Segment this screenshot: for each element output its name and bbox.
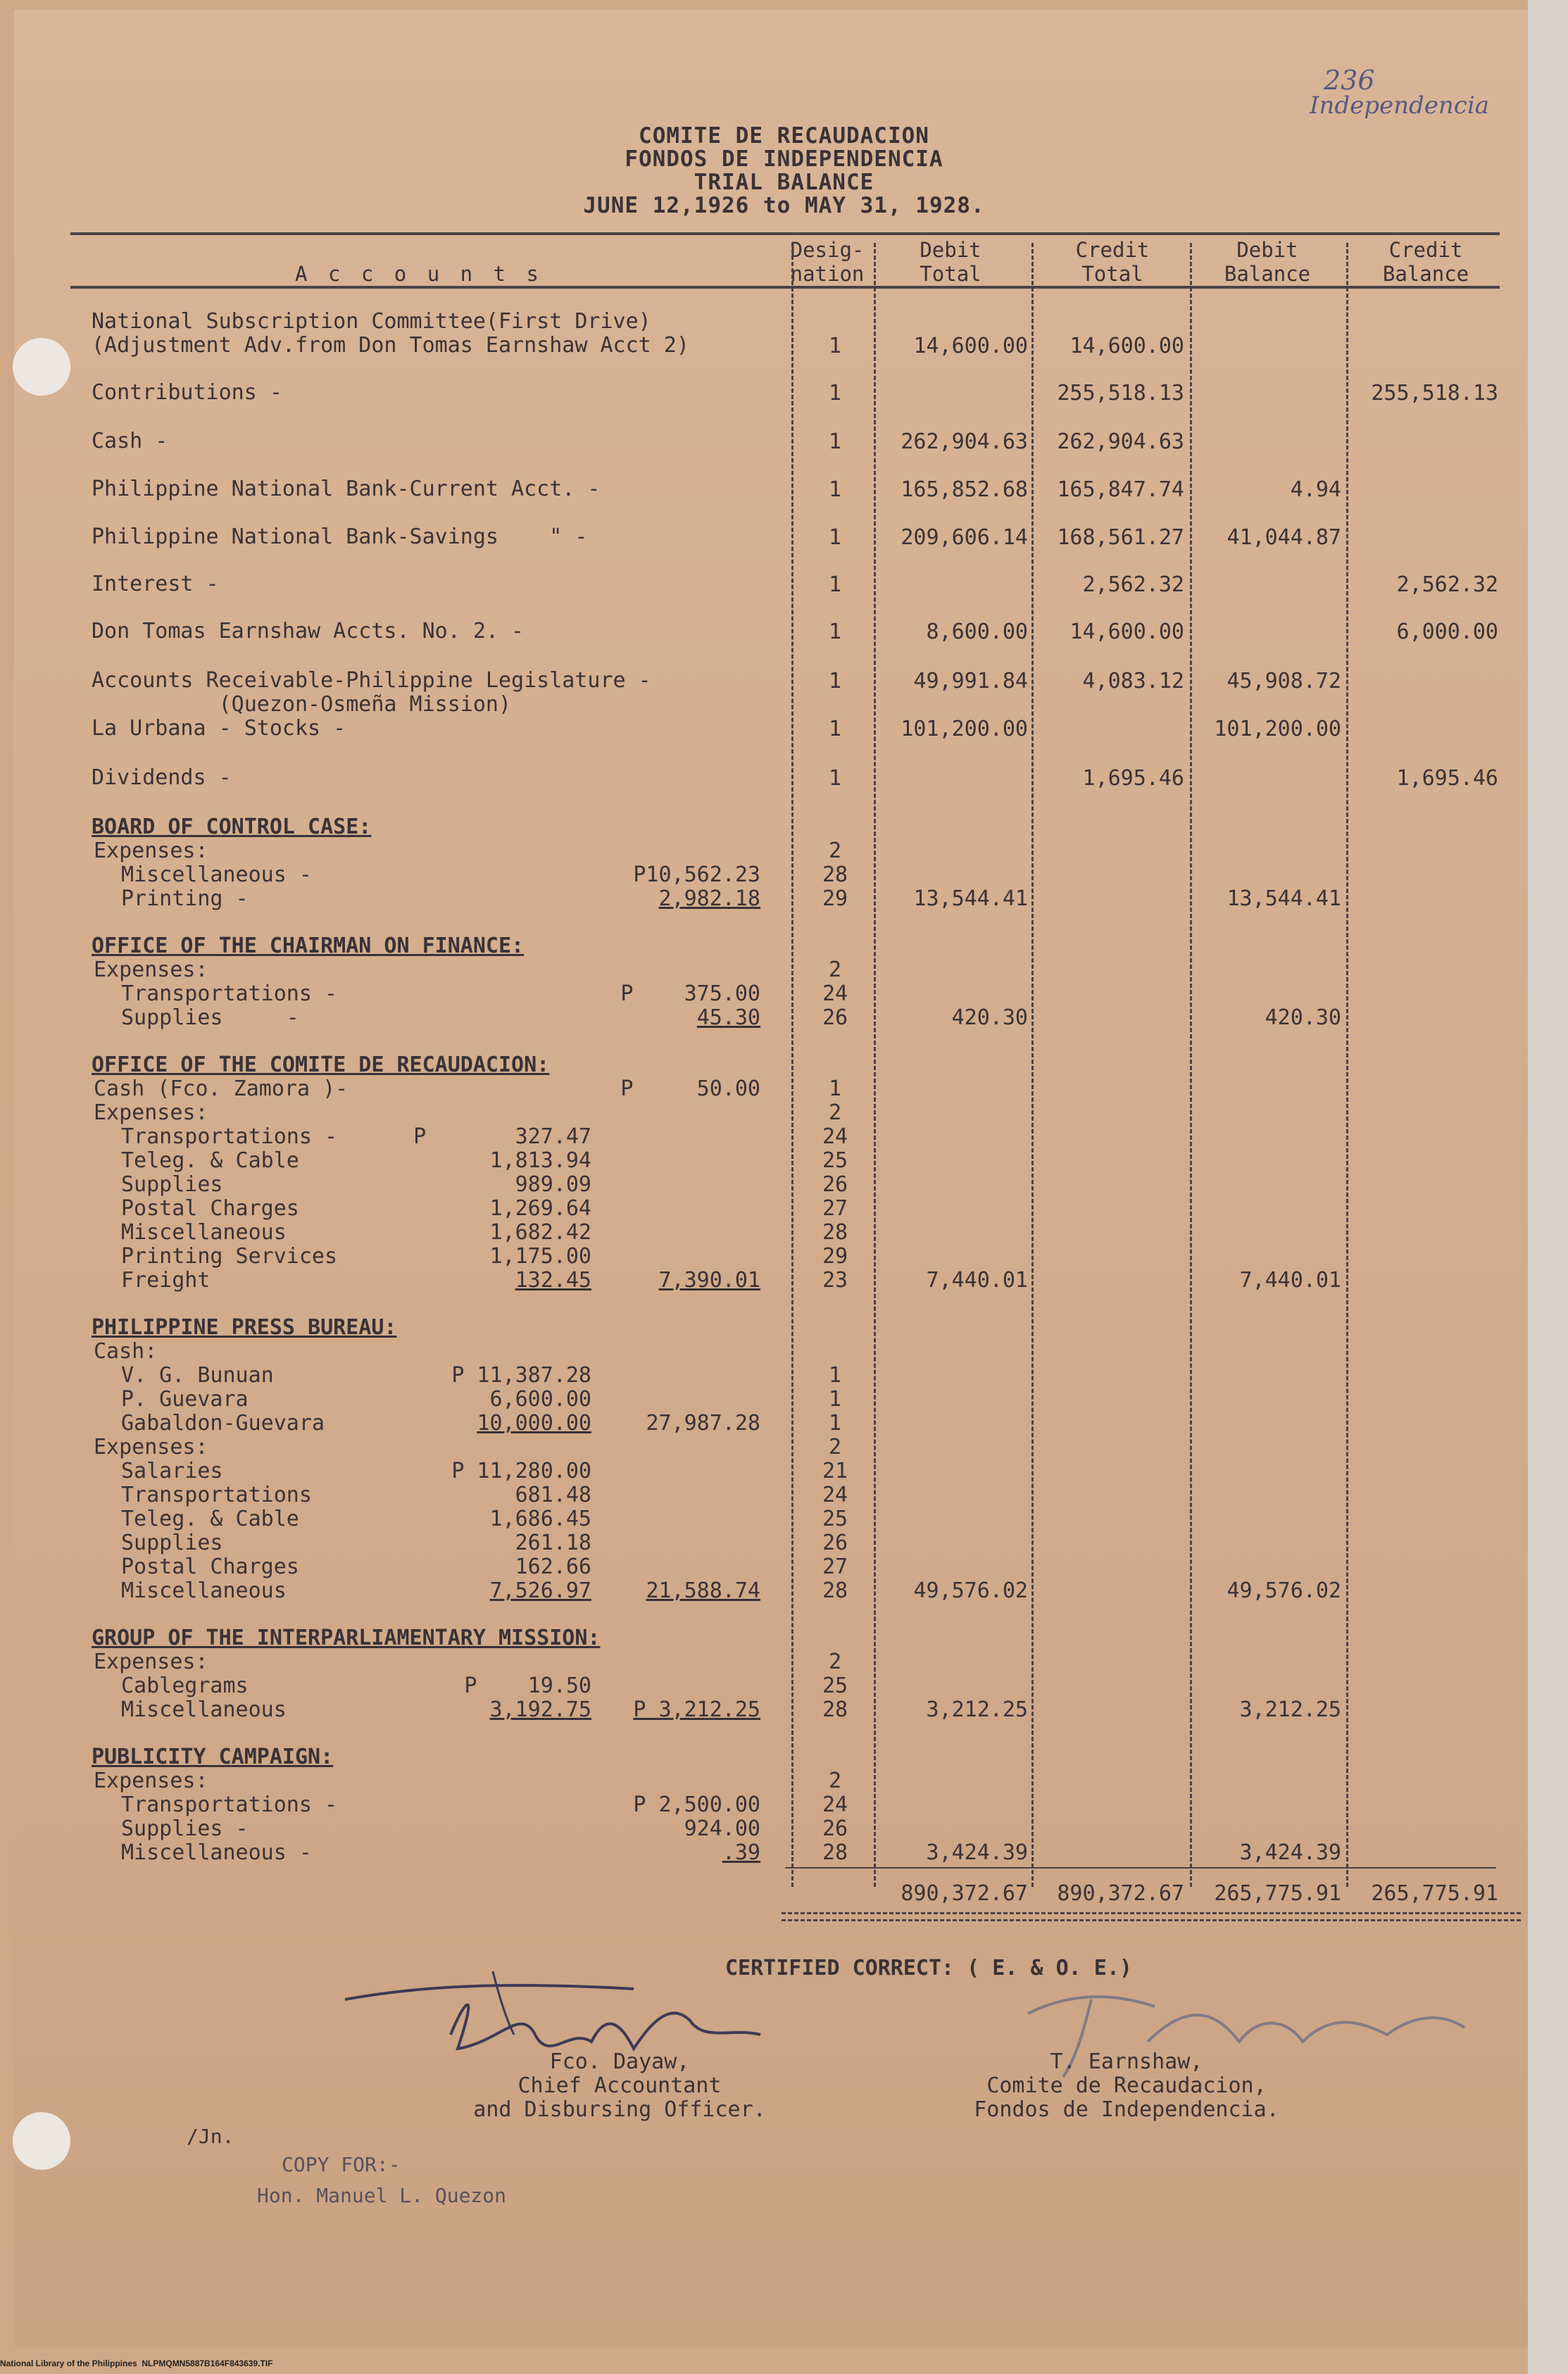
credit-balance-cell: 1,695.46 — [1396, 766, 1498, 791]
credit-total-cell: 2,562.32 — [1082, 572, 1184, 597]
copy-for-label: COPY FOR:- — [282, 2153, 401, 2176]
designation-cell: 23 — [822, 1268, 848, 1293]
header-rule-bottom — [70, 286, 1500, 289]
expense-item-label: Miscellaneous - — [121, 862, 312, 887]
account-label: Philippine National Bank-Current Acct. - — [92, 477, 601, 501]
expense-item-amount: 45.30 — [696, 1005, 760, 1030]
scan-background — [1528, 0, 1568, 2374]
designation-cell: 24 — [822, 1124, 848, 1149]
column-separator — [791, 243, 794, 1887]
col-credit-balance-header: Credit Balance — [1382, 238, 1469, 286]
cash-item-amount: P 11,387.28 — [451, 1363, 591, 1388]
cash-item-label: P. Guevara — [121, 1387, 249, 1412]
designation-cell: 1 — [828, 429, 842, 454]
designation-cell: 26 — [822, 1005, 848, 1030]
expense-item-amount: 681.48 — [515, 1483, 591, 1507]
account-label: Philippine National Bank-Savings " - — [92, 525, 588, 549]
expenses-label: Expenses: — [94, 1769, 208, 1793]
expense-item-label: Postal Charges — [121, 1555, 299, 1579]
expense-item-amount: P 11,280.00 — [451, 1459, 591, 1483]
section-subtotal: P 3,212.25 — [633, 1697, 760, 1722]
designation-cell: 28 — [822, 1697, 848, 1722]
expense-item-label: Miscellaneous — [121, 1578, 287, 1603]
cash-label: Cash (Fco. Zamora )- — [94, 1076, 349, 1101]
expense-item-amount: 7,526.97 — [489, 1578, 591, 1603]
expense-item-label: Supplies — [121, 1172, 223, 1197]
column-separator — [1346, 243, 1348, 1887]
signatory-title: and Disbursing Officer. — [473, 2097, 766, 2122]
cash-item-label: Gabaldon-Guevara — [121, 1411, 325, 1436]
signatory-title: Comite de Recaudacion, — [986, 2073, 1267, 2098]
expense-item-label: Transportations - — [121, 981, 338, 1006]
section-title-chairman: OFFICE OF THE CHAIRMAN ON FINANCE: — [92, 934, 525, 958]
expense-item-label: Supplies - — [121, 1005, 299, 1030]
credit-total-cell: 14,600.00 — [1070, 334, 1184, 358]
debit-balance-cell: 3,424.39 — [1239, 1840, 1341, 1865]
designation-cell: 29 — [822, 886, 848, 911]
expense-item-amount: 132.45 — [515, 1268, 591, 1293]
handwritten-note: Independencia — [1310, 92, 1489, 120]
expense-item-amount: 261.18 — [515, 1531, 591, 1555]
header-rule-top — [70, 232, 1500, 235]
debit-balance-cell: 49,576.02 — [1227, 1578, 1341, 1603]
designation-cell: 26 — [822, 1172, 848, 1197]
debit-balance-cell: 7,440.01 — [1239, 1268, 1341, 1293]
debit-balance-cell: 45,908.72 — [1227, 669, 1341, 693]
header-line-4: JUNE 12,1926 to MAY 31, 1928. — [583, 193, 985, 218]
credit-total-cell: 255,518.13 — [1057, 381, 1184, 406]
designation-cell: 28 — [822, 1220, 848, 1245]
signatory-title: Fondos de Independencia. — [974, 2097, 1279, 2122]
designation-cell: 28 — [822, 862, 848, 887]
account-label: La Urbana - Stocks - — [92, 716, 346, 741]
debit-total-cell: 3,212.25 — [926, 1697, 1028, 1722]
debit-balance-cell: 420.30 — [1265, 1005, 1341, 1030]
expense-item-amount: P 327.47 — [413, 1124, 591, 1149]
column-separator — [1190, 243, 1192, 1887]
expenses-label: Expenses: — [94, 839, 208, 863]
designation-cell: 21 — [822, 1459, 848, 1483]
expense-item-label: Supplies — [121, 1531, 223, 1555]
account-label: Interest - — [92, 572, 219, 596]
double-rule — [782, 1919, 1521, 1921]
cash-subtotal: 27,987.28 — [646, 1411, 760, 1436]
credit-balance-cell: 6,000.00 — [1396, 620, 1498, 644]
designation-cell: 1 — [828, 477, 842, 502]
section-subtotal: 7,390.01 — [658, 1268, 760, 1293]
designation-cell: 27 — [822, 1196, 848, 1221]
designation-cell: 1 — [828, 334, 842, 358]
debit-balance-cell: 41,044.87 — [1227, 525, 1341, 550]
account-label: Dividends - — [92, 765, 232, 790]
designation-cell: 24 — [822, 1483, 848, 1507]
double-rule — [782, 1912, 1521, 1914]
designation-cell: 1 — [828, 766, 842, 791]
debit-balance-cell: 3,212.25 — [1239, 1697, 1341, 1722]
credit-balance-cell: 255,518.13 — [1371, 381, 1498, 406]
designation-cell: 1 — [828, 525, 842, 550]
expense-item-label: Salaries — [121, 1459, 223, 1483]
designation-cell: 25 — [822, 1148, 848, 1173]
designation-cell: 27 — [822, 1555, 848, 1579]
expense-item-amount: P 2,500.00 — [633, 1792, 760, 1817]
expense-item-label: Teleg. & Cable — [121, 1507, 299, 1531]
col-debit-balance-header: Debit Balance — [1224, 238, 1311, 286]
designation-cell: 2 — [828, 1435, 842, 1459]
designation-cell: 1 — [828, 1076, 842, 1101]
section-title-press: PHILIPPINE PRESS BUREAU: — [92, 1315, 397, 1340]
designation-cell: 2 — [828, 1769, 842, 1793]
debit-total-cell: 13,544.41 — [913, 886, 1028, 911]
account-label: Don Tomas Earnshaw Accts. No. 2. - — [92, 619, 525, 643]
expense-item-label: Miscellaneous — [121, 1220, 287, 1245]
expense-item-amount: 162.66 — [515, 1555, 591, 1579]
account-label: Contributions - — [92, 380, 282, 405]
cash-amount: P 50.00 — [620, 1076, 760, 1101]
designation-cell: 24 — [822, 1792, 848, 1817]
expense-item-label: Printing - — [121, 886, 249, 911]
designation-cell: 2 — [828, 1650, 842, 1674]
credit-total-cell: 165,847.74 — [1057, 477, 1184, 502]
cash-item-amount: 6,600.00 — [489, 1387, 591, 1412]
section-title-publicity: PUBLICITY CAMPAIGN: — [92, 1745, 334, 1769]
credit-total-cell: 1,695.46 — [1082, 766, 1184, 791]
expense-item-label: Transportations — [121, 1483, 312, 1507]
expense-item-amount: 924.00 — [684, 1816, 760, 1841]
expenses-label: Expenses: — [94, 1650, 208, 1674]
archive-caption: National Library of the Philippines NLPMQMN5887B164F843639.TIF — [0, 2359, 273, 2368]
designation-cell: 1 — [828, 1411, 842, 1436]
section-title-board: BOARD OF CONTROL CASE: — [92, 815, 372, 839]
signatory-left — [437, 2050, 803, 2122]
designation-cell: 28 — [822, 1578, 848, 1603]
expense-item-amount: P10,562.23 — [633, 862, 760, 887]
debit-total-cell: 14,600.00 — [913, 334, 1028, 358]
total-credit-balance: 265,775.91 — [1371, 1881, 1498, 1906]
header-line-1: COMITE DE RECAUDACION — [639, 123, 929, 149]
signatory-name: Fco. Dayaw, — [549, 2049, 690, 2074]
designation-cell: 25 — [822, 1507, 848, 1531]
col-debit-total-header: Debit Total — [920, 238, 981, 286]
expense-item-amount: 1,269.64 — [489, 1196, 591, 1221]
credit-total-cell: 262,904.63 — [1057, 429, 1184, 454]
debit-total-cell: 49,991.84 — [913, 669, 1028, 693]
column-separator — [1031, 243, 1034, 1887]
expense-item-amount: P 19.50 — [464, 1673, 591, 1698]
punch-hole — [13, 338, 70, 396]
col-accounts-header: A c c o u n t s — [295, 262, 543, 286]
expense-item-label: Miscellaneous — [121, 1697, 287, 1722]
expense-item-amount: 989.09 — [515, 1172, 591, 1197]
designation-cell: 1 — [828, 717, 842, 741]
credit-total-cell: 168,561.27 — [1057, 525, 1184, 550]
debit-balance-cell: 13,544.41 — [1227, 886, 1341, 911]
debit-total-cell: 420.30 — [951, 1005, 1028, 1030]
designation-cell: 2 — [828, 1100, 842, 1125]
col-credit-total-header: Credit Total — [1075, 238, 1150, 286]
designation-cell: 1 — [828, 1363, 842, 1388]
certification-text: CERTIFIED CORRECT: ( E. & O. E.) — [725, 1956, 1132, 1980]
expense-item-amount: 1,686.45 — [489, 1507, 591, 1531]
total-debit-total: 890,372.67 — [901, 1881, 1028, 1906]
debit-total-cell: 8,600.00 — [926, 620, 1028, 644]
designation-cell: 2 — [828, 839, 842, 863]
designation-cell: 1 — [828, 1387, 842, 1412]
debit-total-cell: 3,424.39 — [926, 1840, 1028, 1865]
cash-item-label: V. G. Bunuan — [121, 1363, 274, 1388]
section-subtotal: 21,588.74 — [646, 1578, 760, 1603]
designation-cell: 25 — [822, 1673, 848, 1698]
debit-total-cell: 209,606.14 — [901, 525, 1028, 550]
credit-balance-cell: 2,562.32 — [1396, 572, 1498, 597]
expense-item-amount: 1,682.42 — [489, 1220, 591, 1245]
col-designation-header: Desig- nation — [790, 238, 865, 286]
designation-cell: 28 — [822, 1840, 848, 1865]
handwritten-number: 236 — [1324, 65, 1375, 96]
credit-total-cell: 14,600.00 — [1070, 620, 1184, 644]
column-separator — [874, 243, 876, 1887]
expense-item-amount: P 375.00 — [620, 981, 760, 1006]
debit-balance-cell: 101,200.00 — [1214, 717, 1341, 741]
account-label: National Subscription Committee(First Drive) (Adjustment Adv.from Don Tomas Earnshaw Acct 2) — [92, 309, 689, 358]
expense-item-label: Cablegrams — [121, 1673, 249, 1698]
debit-balance-cell: 4.94 — [1290, 477, 1341, 502]
expense-item-amount: 2,982.18 — [658, 886, 760, 911]
expense-item-label: Freight — [121, 1268, 211, 1293]
debit-total-cell: 262,904.63 — [901, 429, 1028, 454]
designation-cell: 1 — [828, 572, 842, 597]
expense-item-amount: 1,813.94 — [489, 1148, 591, 1173]
account-label: Accounts Receivable-Philippine Legislature - (Quezon-Osmeña Mission) — [92, 668, 651, 717]
account-label: Cash - — [92, 429, 168, 453]
signatory-name: T. Earnshaw, — [1050, 2049, 1203, 2074]
designation-cell: 1 — [828, 381, 842, 406]
expense-item-label: Printing Services — [121, 1244, 338, 1269]
cash-item-amount: 10,000.00 — [477, 1411, 591, 1436]
expense-item-amount: .39 — [722, 1840, 760, 1865]
debit-total-cell: 49,576.02 — [913, 1578, 1028, 1603]
punch-hole — [13, 2112, 70, 2170]
expenses-label: Expenses: — [94, 1435, 208, 1459]
debit-total-cell: 101,200.00 — [901, 717, 1028, 741]
expense-item-label: Postal Charges — [121, 1196, 299, 1221]
totals-rule — [785, 1867, 1496, 1869]
total-credit-total: 890,372.67 — [1057, 1881, 1184, 1906]
expense-item-label: Miscellaneous - — [121, 1840, 312, 1865]
signatory-title: Chief Accountant — [518, 2073, 722, 2098]
debit-total-cell: 165,852.68 — [901, 477, 1028, 502]
section-title-group: GROUP OF THE INTERPARLIAMENTARY MISSION: — [92, 1626, 601, 1650]
expenses-label: Expenses: — [94, 1100, 208, 1125]
designation-cell: 26 — [822, 1531, 848, 1555]
credit-total-cell: 4,083.12 — [1082, 669, 1184, 693]
expenses-label: Expenses: — [94, 957, 208, 982]
cash-label: Cash: — [94, 1339, 158, 1364]
expense-item-label: Transportations - — [121, 1792, 338, 1817]
designation-cell: 1 — [828, 669, 842, 693]
designation-cell: 26 — [822, 1816, 848, 1841]
expense-item-label: Transportations - — [121, 1124, 338, 1149]
designation-cell: 24 — [822, 981, 848, 1006]
designation-cell: 2 — [828, 957, 842, 982]
signatory-right — [929, 2050, 1324, 2122]
expense-item-label: Supplies - — [121, 1816, 249, 1841]
expense-item-label: Teleg. & Cable — [121, 1148, 299, 1173]
copy-for-name: Hon. Manuel L. Quezon — [257, 2184, 507, 2207]
designation-cell: 1 — [828, 620, 842, 644]
expense-item-amount: 1,175.00 — [489, 1244, 591, 1269]
typist-initials: /Jn. — [187, 2125, 234, 2148]
header-line-3: TRIAL BALANCE — [694, 170, 874, 195]
designation-cell: 29 — [822, 1244, 848, 1269]
header-line-2: FONDOS DE INDEPENDENCIA — [625, 146, 943, 172]
expense-item-amount: 3,192.75 — [489, 1697, 591, 1722]
debit-total-cell: 7,440.01 — [926, 1268, 1028, 1293]
section-title-office: OFFICE OF THE COMITE DE RECAUDACION: — [92, 1053, 550, 1077]
total-debit-balance: 265,775.91 — [1214, 1881, 1341, 1906]
